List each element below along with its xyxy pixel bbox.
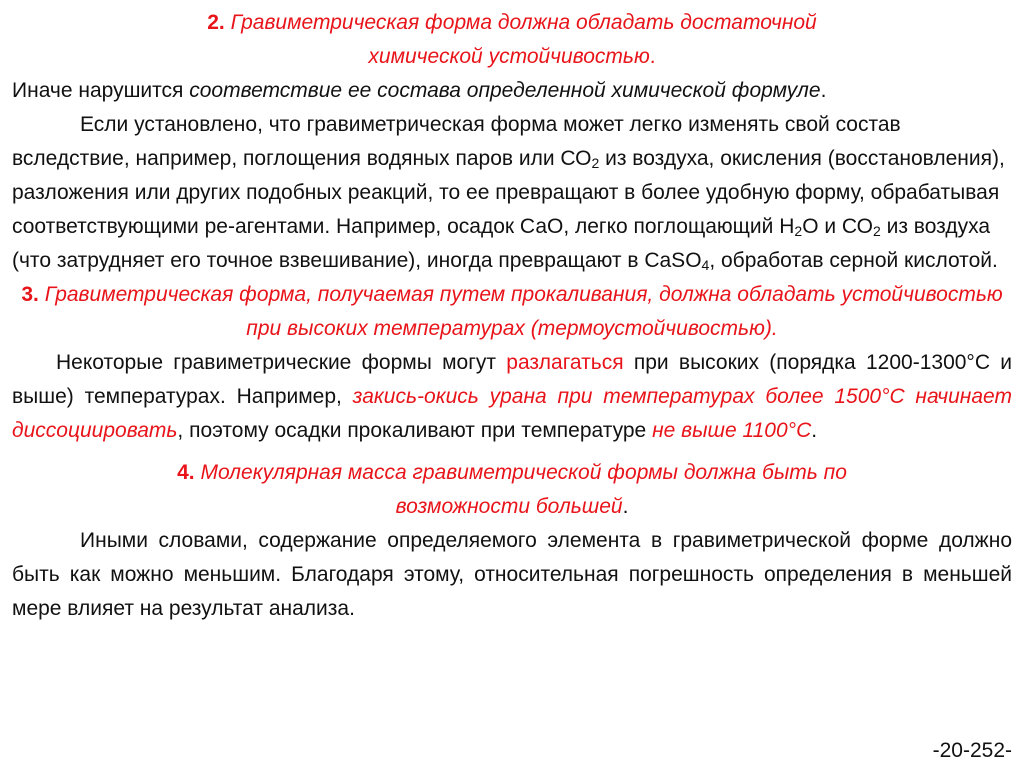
section-3-number: 3.: [21, 283, 39, 306]
section-4-heading-line1: Молекулярная масса гравиметрической формы должна быть по: [200, 461, 847, 484]
s3-text-a: Некоторые гравиметрические формы могут: [56, 351, 507, 374]
s2-sub-so4: 4: [701, 257, 710, 273]
s2-sub-h2o: 2: [794, 223, 803, 239]
s2-text-i: , обработав серной кислотой.: [709, 249, 998, 272]
s2-text-a: Если установлено, что гравиметрическая форма может легко изменять свой состав вследствие, например, поглощения водяных паров или СО: [12, 113, 901, 170]
section-3-heading: [12, 278, 1012, 346]
s3-highlight-temp: не выше 1100°С: [652, 419, 812, 442]
slide-content: [12, 6, 1012, 626]
line1-emphasis: соответствие ее состава определенной химической формуле: [189, 79, 821, 102]
line1-prefix: Иначе нарушится: [12, 79, 190, 102]
line1-end: .: [820, 79, 827, 102]
section-2-heading-line1: Гравиметрическая форма должна обладать достаточной: [230, 11, 817, 34]
section-3-paragraph: [12, 346, 1012, 448]
s2-text-g: из воздуха (что затрудняет его точное взвешивание), иногда превращают в CaSO: [12, 215, 991, 272]
s3-text-c: при высоких (порядка 1200-1300°С и выше) температурах. Например,: [12, 351, 1012, 408]
section-3-heading-text: Гравиметрическая форма, получаемая путем прокаливания, должна обладать устойчивостью при высоких температурах (термоустойчивостью).: [44, 283, 1003, 340]
section-4-heading-line2: возможности большей: [395, 495, 623, 518]
section-2-heading-line2: химической устойчивостью: [368, 45, 650, 68]
section-2-paragraph: [12, 108, 1012, 278]
section-4-number: 4.: [177, 461, 195, 484]
page-number: -20-252-: [932, 739, 1012, 762]
section-4-heading: [12, 456, 1012, 524]
s2-sub-co2b: 2: [872, 223, 881, 239]
s2-text-e: О и СО: [802, 215, 873, 238]
section-2-heading: [12, 6, 1012, 74]
section-2-heading-end: .: [649, 45, 656, 68]
section-2-number: 2.: [207, 11, 225, 34]
s3-text-g: .: [811, 419, 818, 442]
s2-text-c: из воздуха, окисления (восстановления), разложения или других подобных реакций, то ее превращают в более удобную форму, обрабатывая соответствующими ре-агентами. Например, осадок СаО, легко поглощающий Н: [12, 147, 1005, 238]
s3-highlight-decompose: разлагаться: [506, 351, 624, 374]
section-4-heading-end: .: [622, 495, 629, 518]
section-4-paragraph: Иными словами, содержание определяемого элемента в гравиметрической форме должно быть как можно меньшим. Благодаря этому, относительная погрешность определения в меньшей мере влияет на результат анализа.: [12, 529, 1012, 620]
s2-sub-co2: 2: [591, 155, 600, 171]
s3-text-e: , поэтому осадки прокаливают при температуре: [177, 419, 653, 442]
section-2-line1: [12, 74, 1012, 108]
s3-highlight-uranium: закись-окись урана при температурах более 1500°С начинает диссоциировать: [12, 385, 1012, 442]
